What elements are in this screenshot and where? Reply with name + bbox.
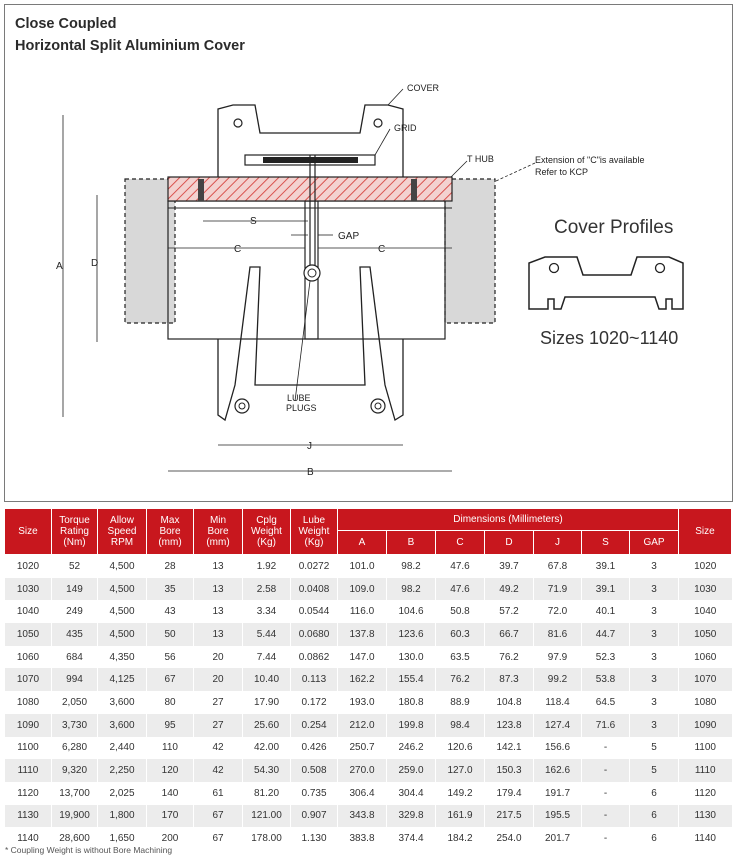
- table-cell: 42.00: [243, 737, 291, 760]
- header-dim-a: A: [338, 531, 387, 555]
- table-cell: 47.6: [436, 578, 485, 601]
- table-cell: 0.113: [291, 668, 338, 691]
- table-cell: 3,600: [98, 714, 147, 737]
- table-cell: 2,250: [98, 759, 147, 782]
- table-cell: 4,500: [98, 555, 147, 578]
- table-cell: 162.6: [534, 759, 582, 782]
- table-cell: 3: [630, 578, 679, 601]
- header-dim-b: B: [387, 531, 436, 555]
- table-cell: 71.6: [582, 714, 630, 737]
- table-cell: 9,320: [52, 759, 98, 782]
- table-cell: 120: [147, 759, 194, 782]
- table-cell: 13: [194, 555, 243, 578]
- table-cell: 200: [147, 827, 194, 850]
- table-cell: 149: [52, 578, 98, 601]
- table-cell: 0.254: [291, 714, 338, 737]
- table-cell: 1090: [5, 714, 52, 737]
- table-cell: 60.3: [436, 623, 485, 646]
- table-cell: 81.20: [243, 782, 291, 805]
- table-cell: 0.0272: [291, 555, 338, 578]
- table-cell: 1060: [5, 646, 52, 669]
- table-cell: 156.6: [534, 737, 582, 760]
- header-dimensions: Dimensions (Millimeters): [338, 509, 679, 531]
- table-cell: 42: [194, 737, 243, 760]
- table-cell: 1110: [679, 759, 732, 782]
- table-row: [5, 623, 732, 646]
- label-gap: GAP: [338, 231, 360, 242]
- table-cell: 374.4: [387, 827, 436, 850]
- table-cell: 39.1: [582, 578, 630, 601]
- right-hub: [305, 179, 495, 339]
- table-cell: 67: [194, 827, 243, 850]
- table-cell: 0.907: [291, 805, 338, 828]
- table-cell: 6: [630, 827, 679, 850]
- table-cell: 87.3: [485, 668, 534, 691]
- table-cell: 304.4: [387, 782, 436, 805]
- table-cell: 53.8: [582, 668, 630, 691]
- table-cell: 1040: [679, 600, 732, 623]
- table-row: [5, 555, 732, 578]
- header-cplg-weight: Cplg Weight (Kg): [243, 509, 291, 555]
- table-cell: 4,350: [98, 646, 147, 669]
- table-cell: 39.7: [485, 555, 534, 578]
- table-cell: 56: [147, 646, 194, 669]
- table-cell: 1030: [5, 578, 52, 601]
- table-cell: 13,700: [52, 782, 98, 805]
- table-cell: 254.0: [485, 827, 534, 850]
- table-cell: 162.2: [338, 668, 387, 691]
- table-cell: 3,600: [98, 691, 147, 714]
- header-dim-j: J: [534, 531, 582, 555]
- table-cell: 121.00: [243, 805, 291, 828]
- table-cell: 1,800: [98, 805, 147, 828]
- table-cell: 7.44: [243, 646, 291, 669]
- table-cell: 43: [147, 600, 194, 623]
- header-dim-d: D: [485, 531, 534, 555]
- table-cell: 28: [147, 555, 194, 578]
- table-cell: 80: [147, 691, 194, 714]
- table-cell: 4,500: [98, 600, 147, 623]
- table-cell: 1090: [679, 714, 732, 737]
- table-cell: 52.3: [582, 646, 630, 669]
- label-j: J: [307, 441, 312, 452]
- table-cell: 1080: [679, 691, 732, 714]
- table-cell: 123.6: [387, 623, 436, 646]
- table-cell: 116.0: [338, 600, 387, 623]
- table-row: [5, 737, 732, 760]
- table-row: [5, 691, 732, 714]
- table-cell: 27: [194, 714, 243, 737]
- table-cell: 110: [147, 737, 194, 760]
- table-cell: 57.2: [485, 600, 534, 623]
- table-cell: 270.0: [338, 759, 387, 782]
- label-s: S: [250, 216, 257, 227]
- table-cell: 1120: [5, 782, 52, 805]
- table-cell: 44.7: [582, 623, 630, 646]
- table-cell: 2.58: [243, 578, 291, 601]
- table-cell: 1,650: [98, 827, 147, 850]
- table-cell: 67.8: [534, 555, 582, 578]
- table-cell: 63.5: [436, 646, 485, 669]
- table-cell: 1130: [5, 805, 52, 828]
- table-cell: 101.0: [338, 555, 387, 578]
- table-cell: 1020: [679, 555, 732, 578]
- table-cell: 4,500: [98, 578, 147, 601]
- table-body: [5, 555, 732, 850]
- footnote: * Coupling Weight is without Bore Machining: [5, 845, 173, 855]
- table-cell: 246.2: [387, 737, 436, 760]
- table-cell: 98.2: [387, 578, 436, 601]
- table-cell: 1020: [5, 555, 52, 578]
- header-size-right: Size: [679, 509, 732, 555]
- table-cell: 435: [52, 623, 98, 646]
- header-size: Size: [5, 509, 52, 555]
- table-cell: -: [582, 737, 630, 760]
- table-cell: 142.1: [485, 737, 534, 760]
- table-cell: 201.7: [534, 827, 582, 850]
- table-cell: 193.0: [338, 691, 387, 714]
- table-cell: 249: [52, 600, 98, 623]
- table-cell: -: [582, 759, 630, 782]
- table-cell: 47.6: [436, 555, 485, 578]
- table-cell: 0.0680: [291, 623, 338, 646]
- label-lube-2: PLUGS: [286, 403, 317, 413]
- table-cell: 66.7: [485, 623, 534, 646]
- table-cell: 81.6: [534, 623, 582, 646]
- table-cell: 13: [194, 623, 243, 646]
- title-line-1: Close Coupled: [15, 16, 117, 32]
- header-max-bore: Max Bore (mm): [147, 509, 194, 555]
- table-cell: 0.735: [291, 782, 338, 805]
- table-cell: 1040: [5, 600, 52, 623]
- table-cell: 5: [630, 759, 679, 782]
- label-extension-1: Extension of "C"is available: [535, 155, 645, 165]
- left-hub: [125, 179, 318, 339]
- cover-profiles-sizes: Sizes 1020~1140: [540, 328, 679, 348]
- table-cell: 49.2: [485, 578, 534, 601]
- table-cell: 684: [52, 646, 98, 669]
- table-cell: 25.60: [243, 714, 291, 737]
- table-row: [5, 782, 732, 805]
- table-cell: 127.0: [436, 759, 485, 782]
- table-cell: 1100: [5, 737, 52, 760]
- table-cell: 306.4: [338, 782, 387, 805]
- table-cell: 0.172: [291, 691, 338, 714]
- table-cell: 72.0: [534, 600, 582, 623]
- table-row: [5, 668, 732, 691]
- table-cell: 67: [147, 668, 194, 691]
- table-cell: 130.0: [387, 646, 436, 669]
- table-cell: 88.9: [436, 691, 485, 714]
- label-thub: T HUB: [467, 154, 494, 164]
- table-cell: 1070: [5, 668, 52, 691]
- table-cell: 155.4: [387, 668, 436, 691]
- table-cell: 120.6: [436, 737, 485, 760]
- table-cell: 1050: [5, 623, 52, 646]
- table-cell: 180.8: [387, 691, 436, 714]
- table-cell: 184.2: [436, 827, 485, 850]
- table-cell: 99.2: [534, 668, 582, 691]
- table-cell: 1130: [679, 805, 732, 828]
- table-cell: 98.4: [436, 714, 485, 737]
- table-cell: -: [582, 827, 630, 850]
- table-cell: 50: [147, 623, 194, 646]
- table-cell: -: [582, 782, 630, 805]
- table-cell: 13: [194, 578, 243, 601]
- table-cell: 4,500: [98, 623, 147, 646]
- table-cell: 104.6: [387, 600, 436, 623]
- table-cell: 2,025: [98, 782, 147, 805]
- table-cell: 191.7: [534, 782, 582, 805]
- table-cell: 6: [630, 782, 679, 805]
- table-cell: 20: [194, 668, 243, 691]
- table-cell: 35: [147, 578, 194, 601]
- table-cell: 1100: [679, 737, 732, 760]
- table-cell: 161.9: [436, 805, 485, 828]
- table-row: [5, 578, 732, 601]
- table-cell: 19,900: [52, 805, 98, 828]
- table-cell: 0.0862: [291, 646, 338, 669]
- table-row: [5, 714, 732, 737]
- table-cell: 98.2: [387, 555, 436, 578]
- table-cell: 42: [194, 759, 243, 782]
- table-cell: 1110: [5, 759, 52, 782]
- label-d: D: [91, 258, 99, 269]
- table-cell: 76.2: [485, 646, 534, 669]
- cover-profile-icon: [529, 257, 683, 309]
- table-cell: 6: [630, 805, 679, 828]
- label-cover: COVER: [407, 83, 440, 93]
- table-cell: 179.4: [485, 782, 534, 805]
- table-cell: 3: [630, 668, 679, 691]
- table-cell: 97.9: [534, 646, 582, 669]
- table-cell: 4,125: [98, 668, 147, 691]
- table-cell: 137.8: [338, 623, 387, 646]
- table-cell: 13: [194, 600, 243, 623]
- table-cell: 250.7: [338, 737, 387, 760]
- table-cell: 3: [630, 600, 679, 623]
- table-cell: 147.0: [338, 646, 387, 669]
- label-c-left: C: [234, 244, 242, 255]
- table-cell: 1080: [5, 691, 52, 714]
- table-cell: 40.1: [582, 600, 630, 623]
- table-cell: 1140: [5, 827, 52, 850]
- table-cell: 3: [630, 646, 679, 669]
- table-cell: 150.3: [485, 759, 534, 782]
- table-cell: 0.508: [291, 759, 338, 782]
- table-cell: 1140: [679, 827, 732, 850]
- cover-profiles-title: Cover Profiles: [554, 217, 674, 238]
- table-cell: 140: [147, 782, 194, 805]
- table-cell: 0.426: [291, 737, 338, 760]
- table-cell: 170: [147, 805, 194, 828]
- table-row: [5, 600, 732, 623]
- table-cell: 52: [52, 555, 98, 578]
- table-cell: 3,730: [52, 714, 98, 737]
- table-cell: 383.8: [338, 827, 387, 850]
- table-cell: 3: [630, 691, 679, 714]
- table-cell: 2,050: [52, 691, 98, 714]
- header-dim-gap: GAP: [630, 531, 679, 555]
- table-cell: 178.00: [243, 827, 291, 850]
- table-cell: 20: [194, 646, 243, 669]
- header-speed: Allow Speed RPM: [98, 509, 147, 555]
- header-torque: Torque Rating (Nm): [52, 509, 98, 555]
- table-cell: 1030: [679, 578, 732, 601]
- table-cell: 109.0: [338, 578, 387, 601]
- table-cell: 27: [194, 691, 243, 714]
- table-cell: 1.92: [243, 555, 291, 578]
- label-a: A: [56, 261, 63, 272]
- table-cell: 1.130: [291, 827, 338, 850]
- table-cell: -: [582, 805, 630, 828]
- table-cell: 343.8: [338, 805, 387, 828]
- diagram-panel: [4, 4, 733, 502]
- header-dim-s: S: [582, 531, 630, 555]
- table-cell: 39.1: [582, 555, 630, 578]
- table-cell: 50.8: [436, 600, 485, 623]
- table-cell: 2,440: [98, 737, 147, 760]
- table-cell: 127.4: [534, 714, 582, 737]
- table-cell: 3: [630, 555, 679, 578]
- header-lube-weight: Lube Weight (Kg): [291, 509, 338, 555]
- label-grid: GRID: [394, 123, 417, 133]
- table-cell: 67: [194, 805, 243, 828]
- table-cell: 6,280: [52, 737, 98, 760]
- table-cell: 199.8: [387, 714, 436, 737]
- table-cell: 1050: [679, 623, 732, 646]
- header-min-bore: Min Bore (mm): [194, 509, 243, 555]
- label-b: B: [307, 467, 314, 478]
- table-cell: 123.8: [485, 714, 534, 737]
- table-cell: 64.5: [582, 691, 630, 714]
- header-dim-c: C: [436, 531, 485, 555]
- table-cell: 195.5: [534, 805, 582, 828]
- specification-table: [4, 508, 732, 850]
- table-cell: 118.4: [534, 691, 582, 714]
- table-cell: 10.40: [243, 668, 291, 691]
- table-cell: 17.90: [243, 691, 291, 714]
- table-cell: 212.0: [338, 714, 387, 737]
- table-cell: 54.30: [243, 759, 291, 782]
- table-cell: 259.0: [387, 759, 436, 782]
- table-row: [5, 759, 732, 782]
- table-cell: 217.5: [485, 805, 534, 828]
- table-cell: 994: [52, 668, 98, 691]
- table-cell: 28,600: [52, 827, 98, 850]
- table-cell: 1120: [679, 782, 732, 805]
- table-row: [5, 646, 732, 669]
- title-line-2: Horizontal Split Aluminium Cover: [15, 38, 245, 54]
- table-cell: 71.9: [534, 578, 582, 601]
- table-cell: 0.0408: [291, 578, 338, 601]
- table-cell: 61: [194, 782, 243, 805]
- table-row: [5, 805, 732, 828]
- table-cell: 3.34: [243, 600, 291, 623]
- label-c-right: C: [378, 244, 386, 255]
- table-cell: 149.2: [436, 782, 485, 805]
- table-cell: 104.8: [485, 691, 534, 714]
- label-extension-2: Refer to KCP: [535, 167, 589, 177]
- table-cell: 5: [630, 737, 679, 760]
- coupling-drawing: [5, 5, 732, 501]
- table-cell: 5.44: [243, 623, 291, 646]
- table-cell: 1070: [679, 668, 732, 691]
- table-cell: 0.0544: [291, 600, 338, 623]
- label-lube-1: LUBE: [287, 393, 311, 403]
- table-cell: 76.2: [436, 668, 485, 691]
- table-cell: 95: [147, 714, 194, 737]
- table-cell: 1060: [679, 646, 732, 669]
- table-cell: 329.8: [387, 805, 436, 828]
- table-cell: 3: [630, 623, 679, 646]
- table-cell: 3: [630, 714, 679, 737]
